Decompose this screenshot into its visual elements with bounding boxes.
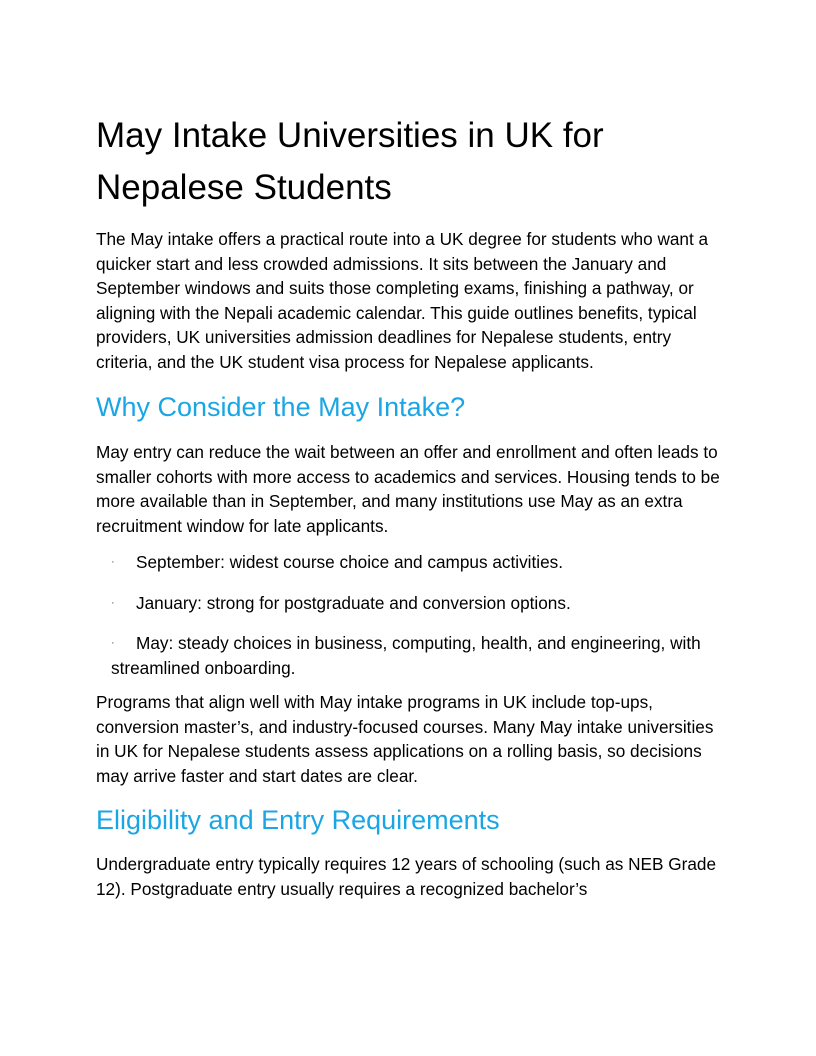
page-title: May Intake Universities in UK for Nepalese Students — [96, 116, 604, 207]
eligibility-paragraph: Undergraduate entry typically requires 12 years of schooling (such as NEB Grade 12). Postgraduate entry usually requires a recognized bachelor’s — [96, 854, 717, 899]
list-item-text: January: strong for postgraduate and conversion options. — [136, 592, 571, 613]
section-heading-why-may: Why Consider the May Intake? — [96, 392, 466, 422]
document-page — [96, 110, 720, 901]
list-item-text: May: steady choices in business, computing, health, and engineering, with streamlined onboarding. — [111, 633, 701, 678]
list-item — [96, 550, 720, 575]
bullet-marker: · — [111, 556, 115, 568]
list-item-text: September: widest course choice and campus activities. — [136, 552, 564, 572]
bullet-marker: · — [111, 596, 115, 609]
list-item — [96, 631, 720, 680]
intro-paragraph: The May intake offers a practical route into a UK degree for students who want a quicker start and less crowded admissions. It sits between the January and September windows and suits those completing exams, finishing a pathway, or aligning with the Nepali academic calendar. This guide outlines benefits, typical providers, UK universities admission deadlines for Nepalese students, entry criteria, and the UK student visa process for Nepalese applicants. — [96, 229, 709, 372]
bullet-marker: · — [111, 637, 115, 649]
section-heading-eligibility: Eligibility and Entry Requirements — [96, 805, 500, 835]
intake-comparison-list — [96, 550, 720, 680]
programs-paragraph: Programs that align well with May intake programs in UK include top-ups, conversion master’s, and industry-focused courses. Many May intake universities in UK for Nepalese students assess applications on a rolling basis, so decisions may arrive faster and start dates are clear. — [96, 692, 714, 786]
why-may-paragraph: May entry can reduce the wait between an offer and enrollment and often leads to smaller cohorts with more access to academics and services. Housing tends to be more available than in September, and many institutions use May as an extra recruitment window for late applicants. — [96, 442, 720, 536]
list-item — [96, 591, 720, 616]
